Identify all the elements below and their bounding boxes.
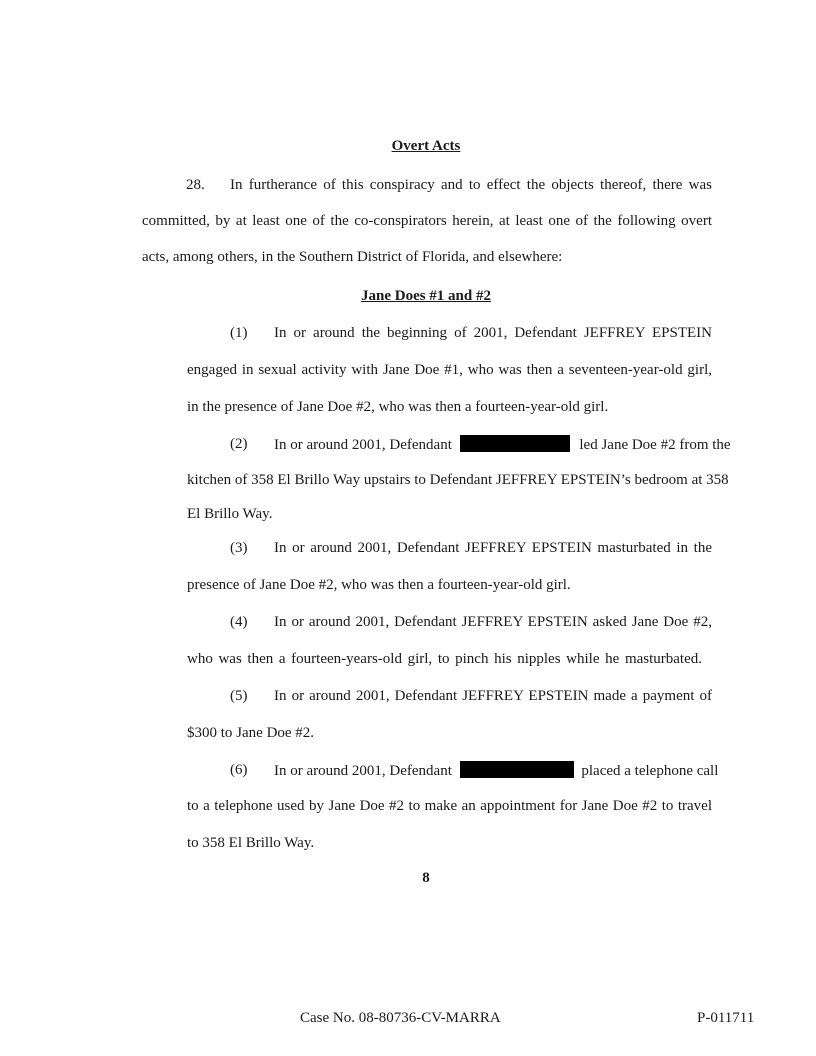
act-line: to a telephone used by Jane Doe #2 to make an appointment for Jane Doe #2 to travel <box>187 798 712 814</box>
paragraph-number: 28. <box>186 177 205 193</box>
redaction-block <box>460 435 570 452</box>
act-line <box>274 435 731 454</box>
act-line: El Brillo Way. <box>187 506 273 522</box>
act-line <box>274 761 719 780</box>
page-number: 8 <box>422 870 430 886</box>
act-line: in the presence of Jane Doe #2, who was then a fourteen-year-old girl. <box>187 399 609 415</box>
act-number: (5) <box>230 688 248 704</box>
act-line: who was then a fourteen-years-old girl, to pinch his nipples while he masturbated. <box>187 651 702 667</box>
act-number: (1) <box>230 325 248 341</box>
act-text: In or around 2001, Defendant <box>274 763 452 779</box>
act-text: placed a telephone call <box>581 763 719 779</box>
act-number: (6) <box>230 762 248 778</box>
act-line: In or around 2001, Defendant JEFFREY EPSTEIN asked Jane Doe #2, <box>274 614 712 630</box>
act-text: led Jane Doe #2 from the <box>579 437 731 453</box>
act-line: In or around the beginning of 2001, Defendant JEFFREY EPSTEIN <box>274 325 712 341</box>
act-number: (3) <box>230 540 248 556</box>
act-text: In or around 2001, Defendant <box>274 437 452 453</box>
act-line: In or around 2001, Defendant JEFFREY EPSTEIN masturbated in the <box>274 540 712 556</box>
act-line: engaged in sexual activity with Jane Doe #1, who was then a seventeen-year-old girl, <box>187 362 712 378</box>
section-title: Overt Acts <box>391 138 461 154</box>
act-line: $300 to Jane Doe #2. <box>187 725 315 741</box>
act-number: (2) <box>230 436 248 452</box>
act-line: In or around 2001, Defendant JEFFREY EPSTEIN made a payment of <box>274 688 712 704</box>
paragraph-line: committed, by at least one of the co-conspirators herein, at least one of the following overt <box>142 213 712 229</box>
bates-number: P-011711 <box>697 1010 755 1026</box>
act-line: kitchen of 358 El Brillo Way upstairs to Defendant JEFFREY EPSTEIN’s bedroom at 358 <box>187 472 729 488</box>
redaction-block <box>460 761 574 778</box>
subheading: Jane Does #1 and #2 <box>360 288 491 304</box>
act-number: (4) <box>230 614 248 630</box>
act-line: to 358 El Brillo Way. <box>187 835 315 851</box>
case-number: Case No. 08-80736-CV-MARRA <box>300 1010 501 1026</box>
paragraph-line: In furtherance of this conspiracy and to effect the objects thereof, there was <box>230 177 712 193</box>
paragraph-line: acts, among others, in the Southern District of Florida, and elsewhere: <box>142 249 563 265</box>
act-line: presence of Jane Doe #2, who was then a fourteen-year-old girl. <box>187 577 571 593</box>
